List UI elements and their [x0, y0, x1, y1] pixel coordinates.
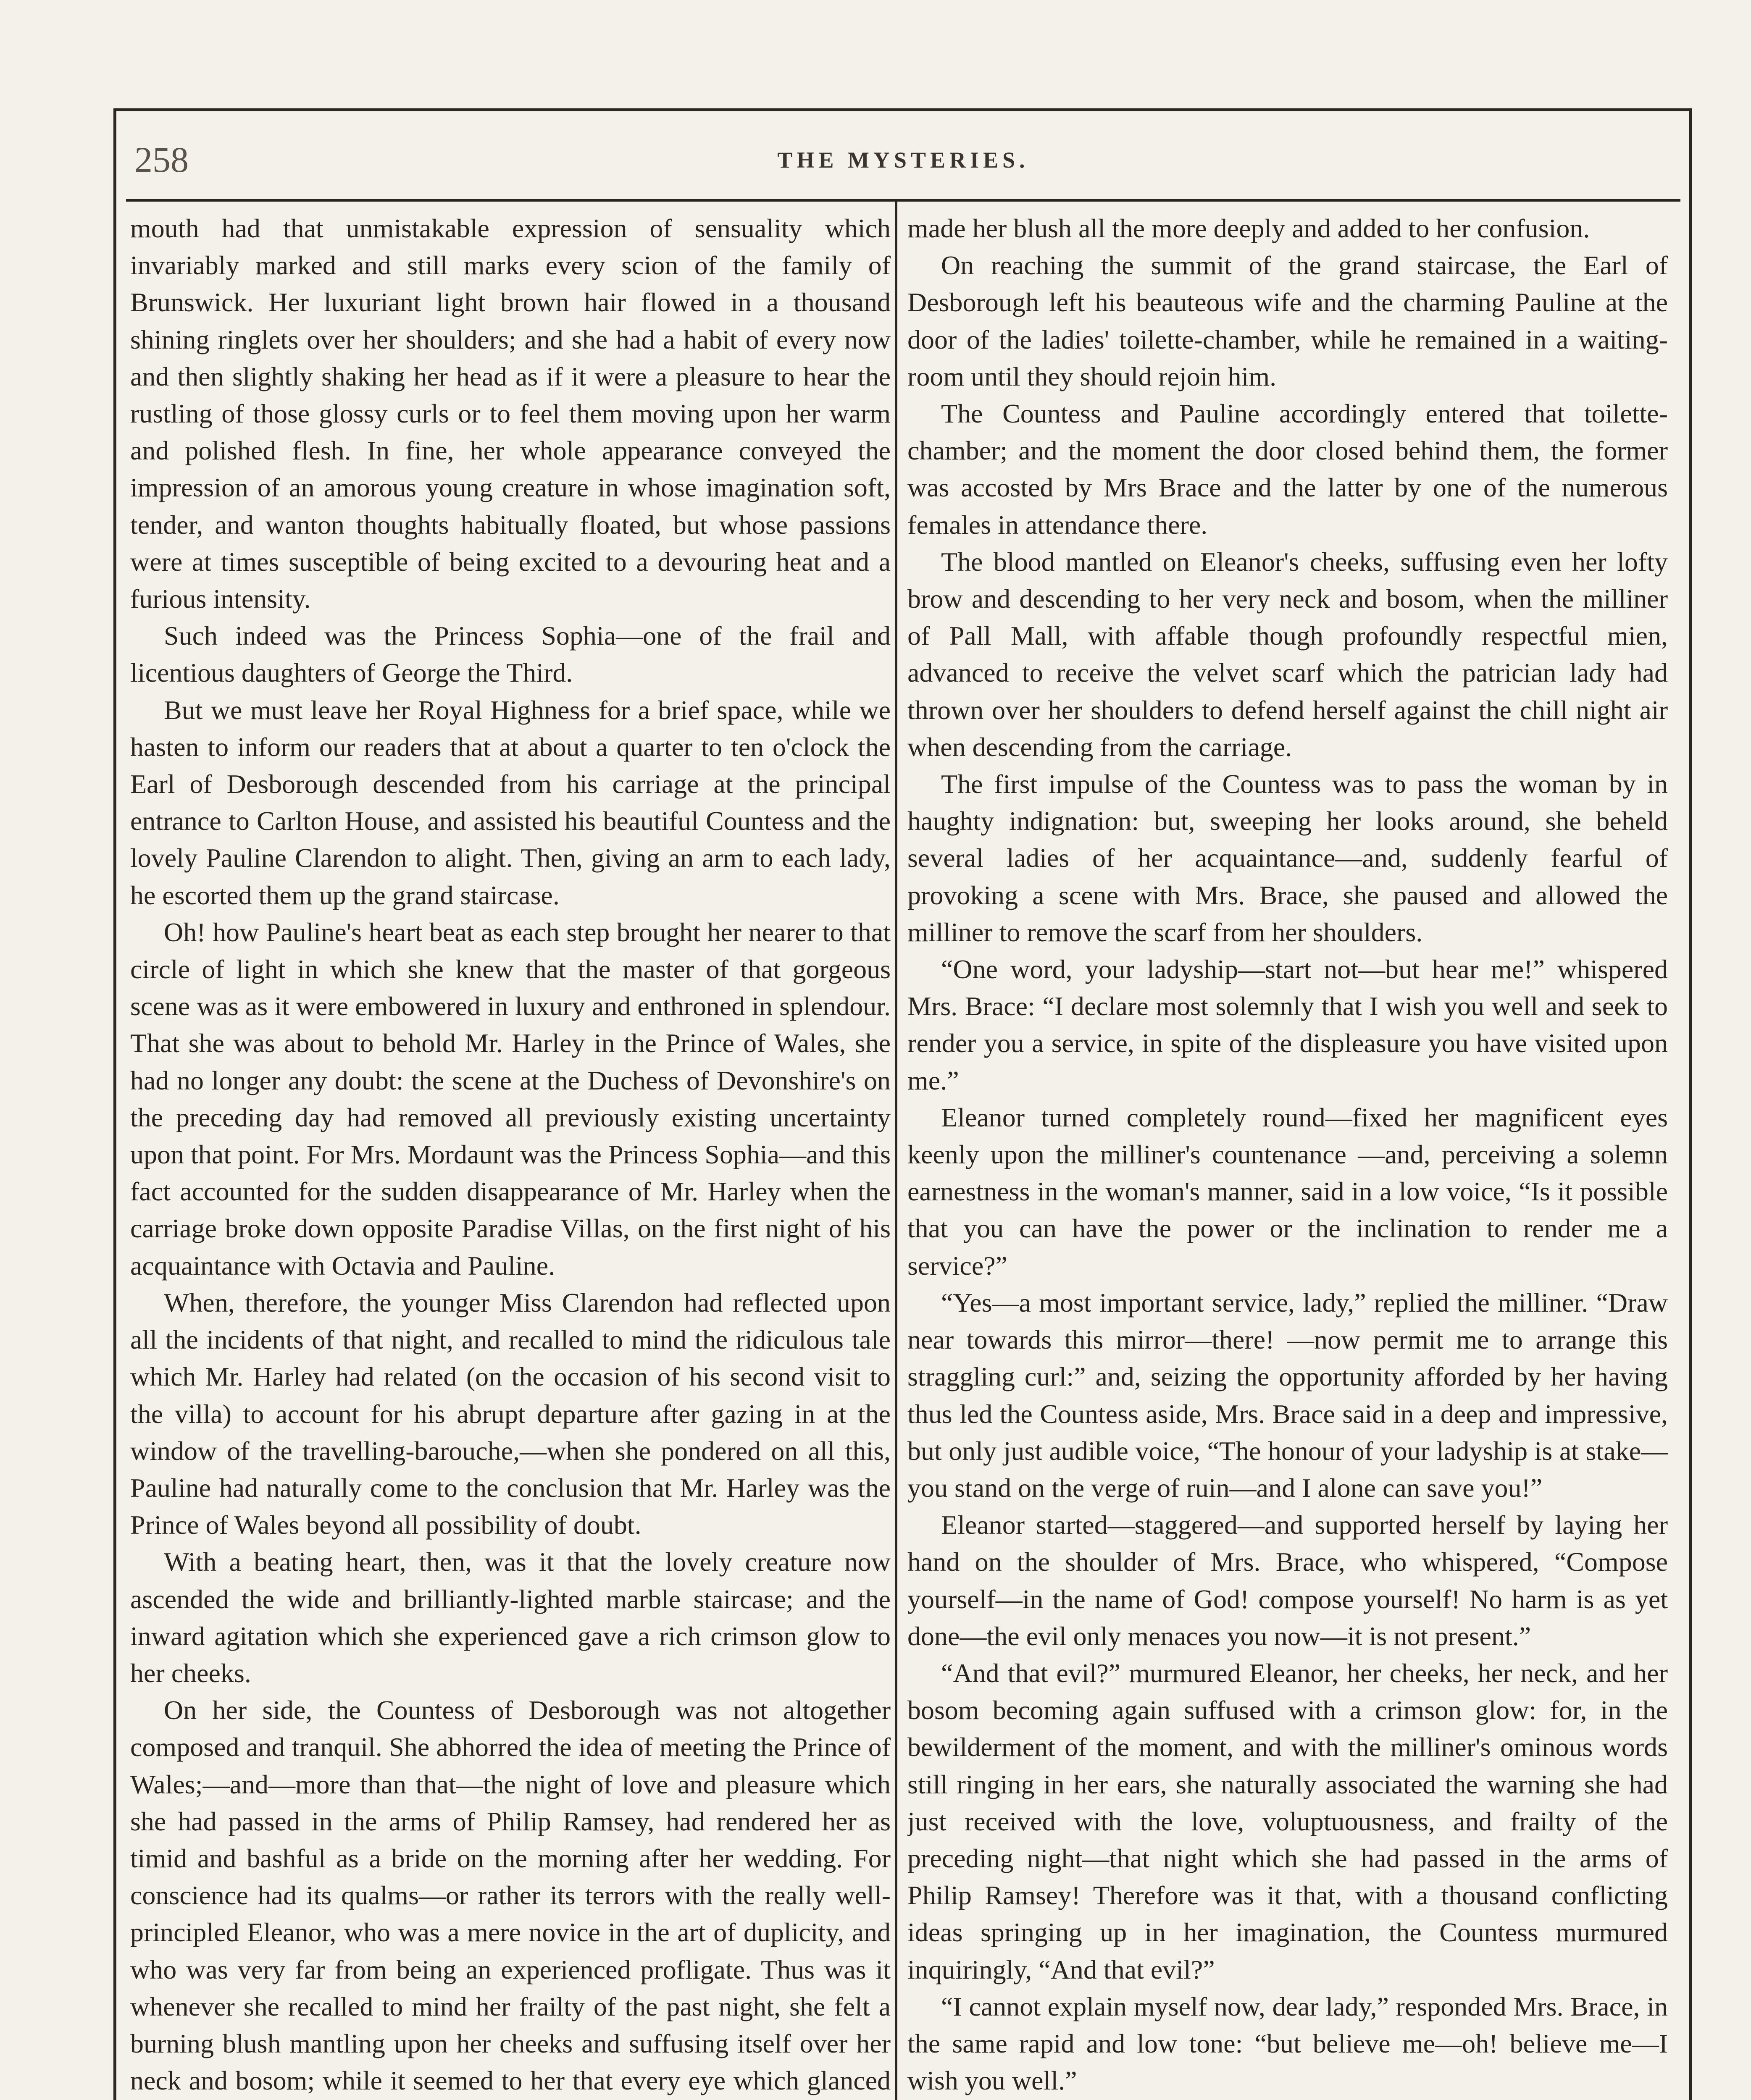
column-divider	[895, 202, 897, 2100]
paragraph: But we must leave her Royal Highness for a brief space, while we hasten to inform our readers that at about a quarter to ten o'clock the Earl of Desborough descended from his carriage at the principal entrance to Carlton House, and assisted his beautiful Countess and the lovely Pauline Clarendon to alight. Then, giving an arm to each lady, he escorted them up the grand staircase.	[130, 695, 891, 910]
left-column	[130, 210, 891, 2100]
paragraph: The Countess and Pauline accordingly entered that toilette-chamber; and the moment the door closed behind them, the former was accosted by Mrs Brace and the latter by one of the numerous females in attendance there.	[907, 399, 1668, 540]
paragraph: The blood mantled on Eleanor's cheeks, suffusing even her lofty brow and descending to her very neck and bosom, when the milliner of Pall Mall, with affable though profoundly respectful mien, advanced to receive the velvet scarf which the patrician lady had thrown over her shoulders to defend herself against the chill night air when descending from the carriage.	[907, 546, 1668, 762]
running-head: THE MYSTERIES.	[777, 147, 1029, 173]
right-column	[907, 210, 1668, 2100]
paragraph: made her blush all the more deeply and added to her confusion.	[907, 213, 1590, 243]
paragraph: On her side, the Countess of Desborough was not altogether composed and tranquil. She abhorred the idea of meeting the Prince of Wales;—and—more than that—the night of love and pleasure which she had passed in the arms of Philip Ramsey, had rendered her as timid and bashful as a bride on the morning after her wedding. For conscience had its qualms—or rather its terrors with the really well-principled Eleanor, who was a mere novice in the art of duplicity, and who was very far from being an experienced profligate. Thus was it whenever she recalled to mind her frailty of the past night, she felt a burning blush mantling upon her cheeks and suffusing itself over her neck and bosom; while it seemed to her that every eye which glanced	[130, 1695, 891, 2096]
paragraph: Eleanor turned completely round—fixed her magnificent eyes keenly upon the milliner's countenance —and, perceiving a solemn earnestness in the woman's manner, said in a low voice, “Is it possible that you can have the power or the inclination to render me a service?”	[907, 1102, 1668, 1281]
page-header	[126, 126, 1680, 202]
paragraph: When, therefore, the younger Miss Clarendon had reflected upon all the incidents of that night, and recalled to mind the ridiculous tale which Mr. Harley had related (on the occasion of his second visit to the villa) to account for his abrupt departure after gazing in at the window of the travelling-barouche,—when she pondered on all this, Pauline had naturally come to the conclusion that Mr. Harley was the Prince of Wales beyond all possibility of doubt.	[130, 1287, 891, 1540]
paragraph: Oh! how Pauline's heart beat as each step brought her nearer to that circle of light in which she knew that the master of that gorgeous scene was as it were embowered in luxury and enthroned in splendour. That she was about to behold Mr. Harley in the Prince of Wales, she had no longer any doubt: the scene at the Duchess of Devonshire's on the preceding day had removed all previously existing uncertainty upon that point. For Mrs. Mordaunt was the Princess Sophia—and this fact accounted for the sudden disappearance of Mr. Harley when the carriage broke down opposite Paradise Villas, on the first night of his acquaintance with Octavia and Pauline.	[130, 917, 891, 1281]
paragraph: Eleanor started—staggered—and supported herself by laying her hand on the shoulder of Mrs. Brace, who whispered, “Compose yourself—in the name of God! compose yourself! No harm is as yet done—the evil only menaces you now—it is not present.”	[907, 1510, 1668, 1651]
page-number: 258	[134, 139, 189, 180]
paragraph: On reaching the summit of the grand staircase, the Earl of Desborough left his beauteous wife and the charming Pauline at the door of the ladies' toilette-chamber, while he remained in a waiting-room until they should rejoin him.	[907, 250, 1668, 391]
paragraph: The first impulse of the Countess was to pass the woman by in haughty indignation: but, sweeping her looks around, she beheld several ladies of her acquaintance—and, suddenly fearful of provoking a scene with Mrs. Brace, she paused and allowed the milliner to remove the scarf from her shoulders.	[907, 769, 1668, 947]
paragraph: Such indeed was the Princess Sophia—one of the frail and licentious daughters of George the Third.	[130, 621, 891, 688]
paragraph: “Yes—a most important service, lady,” replied the milliner. “Draw near towards this mirror—there! —now permit me to arrange this straggling curl:” and, seizing the opportunity afforded by her having thus led the Countess aside, Mrs. Brace said in a deep and impressive, but only just audible voice, “The honour of your ladyship is at stake—you stand on the verge of ruin—and I alone can save you!”	[907, 1287, 1668, 1503]
paragraph: “One word, your ladyship—start not—but hear me!” whispered Mrs. Brace: “I declare most solemnly that I wish you well and seek to render you a service, in spite of the displeasure you have visited upon me.”	[907, 954, 1668, 1095]
paragraph: mouth had that unmistakable expression of sensuality which invariably marked and still marks every scion of the family of Brunswick. Her luxuriant light brown hair flowed in a thousand shining ringlets over her shoulders; and she had a habit of every now and then slightly shaking her head as if it were a pleasure to hear the rustling of those glossy curls or to feel them moving upon her warm and polished flesh. In fine, her whole appearance conveyed the impression of an amorous young creature in whose imagination soft, tender, and wanton thoughts habitually floated, but whose passions were at times susceptible of being excited to a devouring heat and a furious intensity.	[130, 213, 891, 614]
paragraph: “And that evil?” murmured Eleanor, her cheeks, her neck, and her bosom becoming again suffused with a crimson glow: for, in the bewilderment of the moment, and with the milliner's ominous words still ringing in her ears, she naturally associated the warning she had just received with the love, voluptuousness, and frailty of the preceding night—that night which she had passed in the arms of Philip Ramsey! Therefore was it that, with a thousand conflicting ideas springing up in her imagination, the Countess murmured inquiringly, “And that evil?”	[907, 1658, 1668, 1984]
paragraph: “I cannot explain myself now, dear lady,” responded Mrs. Brace, in the same rapid and low tone: “but believe me—oh! believe me—I wish you well.”	[907, 1991, 1668, 2096]
paragraph: With a beating heart, then, was it that the lovely creature now ascended the wide and brilliantly-lighted marble staircase; and the inward agitation which she experienced gave a rich crimson glow to her cheeks.	[130, 1547, 891, 1688]
